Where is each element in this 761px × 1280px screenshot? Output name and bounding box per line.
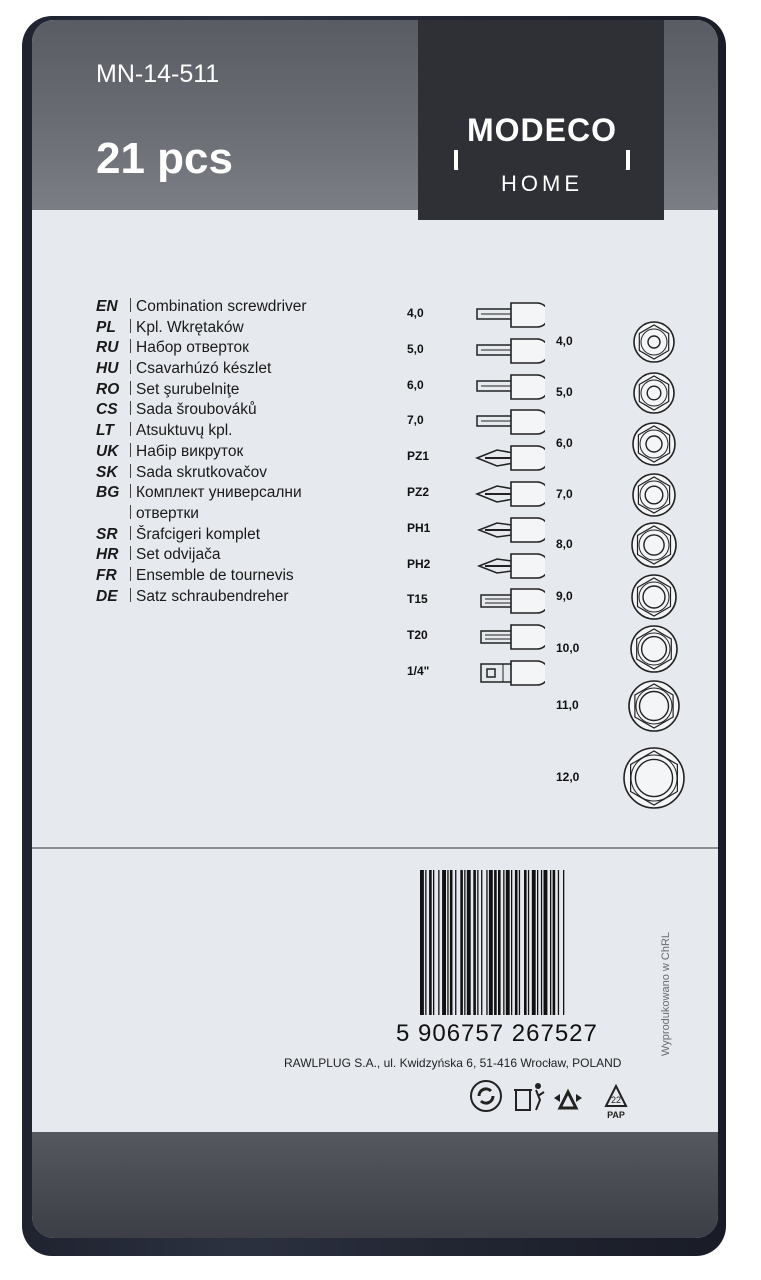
barcode-bar: [528, 870, 529, 1015]
socket-row: [554, 519, 694, 571]
language-row: [96, 381, 307, 402]
barcode: [412, 870, 642, 1020]
barcode-bar: [481, 870, 482, 1015]
barcode-bar: [450, 870, 453, 1015]
flat-bit-icon: [445, 300, 545, 330]
language-code: SK: [96, 463, 118, 481]
model-number: MN-14-511: [96, 60, 220, 88]
bit-size-label: PZ1: [407, 449, 430, 464]
separator: [130, 464, 131, 478]
bit-row: [405, 336, 565, 366]
pap-recycle-icon: [606, 1086, 626, 1120]
socket-icon: [628, 571, 680, 623]
language-code: DE: [96, 587, 118, 605]
language-row: [96, 339, 307, 360]
separator: [130, 443, 131, 457]
socket-size-label: 7,0: [556, 487, 573, 501]
barcode-bar: [473, 870, 476, 1015]
socket-size-label: 5,0: [556, 385, 573, 399]
separator: [130, 526, 131, 540]
recycling-symbols: [470, 1078, 650, 1124]
language-code: BG: [96, 484, 120, 502]
barcode-bar: [558, 870, 559, 1015]
barcode-bar: [420, 870, 424, 1015]
torx-bit-icon: [445, 622, 545, 652]
barcode-bar: [541, 870, 542, 1015]
bit-row: [405, 658, 565, 688]
socket-icon: [630, 318, 678, 366]
socket-size-label: 8,0: [556, 537, 573, 551]
bit-size-label: 1/4": [407, 664, 430, 678]
bit-size-label: T20: [407, 628, 428, 643]
barcode-bar: [503, 870, 504, 1015]
divider: [32, 847, 718, 849]
language-label: Satz schraubendreher: [136, 587, 289, 605]
bit-row: [405, 443, 565, 473]
brand-logo: [418, 20, 664, 220]
barcode-bar: [506, 870, 510, 1015]
barcode-bar: [438, 870, 439, 1015]
separator: [130, 567, 131, 581]
socket-icon: [629, 470, 679, 520]
barcode-bar: [544, 870, 548, 1015]
socket-size-label: 9,0: [556, 589, 573, 603]
language-row: [96, 546, 307, 567]
brand-subtitle: HOME: [454, 170, 630, 198]
language-label: Atsuktuvų kpl.: [136, 422, 233, 440]
socket-size-label: 10,0: [556, 641, 580, 655]
separator: [130, 422, 131, 436]
separator: [130, 546, 131, 560]
phillips-bit-icon: [445, 515, 545, 545]
torx-bit-icon: [445, 586, 545, 616]
socket-row: [554, 622, 694, 676]
language-list: [96, 298, 307, 608]
barcode-bar: [433, 870, 434, 1015]
barcode-bar: [511, 870, 512, 1015]
barcode-bar: [464, 870, 465, 1015]
language-code: SR: [96, 525, 118, 543]
barcode-bar: [553, 870, 556, 1015]
barcode-bar: [515, 870, 518, 1015]
language-code: RO: [96, 380, 120, 398]
made-in-text: Wyprodukowano w ChRL: [660, 931, 672, 1056]
language-label: Sada skrutkovačov: [136, 463, 267, 481]
bit-row: [405, 479, 565, 509]
bit-row: [405, 622, 565, 652]
barcode-bar: [447, 870, 448, 1015]
language-label: Combination screwdriver: [136, 298, 307, 315]
bit-size-label: 6,0: [407, 377, 424, 392]
bit-size-label: 5,0: [407, 341, 424, 356]
language-label: Set şurubelniţe: [136, 380, 240, 398]
separator: [130, 339, 131, 353]
language-label: Комплект универсални: [136, 484, 302, 502]
barcode-bar: [550, 870, 551, 1015]
language-row: [96, 422, 307, 443]
flat-bit-icon: [445, 372, 545, 402]
separator: [130, 401, 131, 415]
adapter-bit-icon: [445, 658, 545, 688]
manufacturer-address: RAWLPLUG S.A., ul. Kwidzyńska 6, 51-416 Wrocław, POLAND: [284, 1056, 622, 1070]
barcode-bar: [425, 870, 426, 1015]
socket-row: [554, 470, 694, 520]
language-row: [96, 567, 307, 588]
language-code: PL: [96, 318, 116, 336]
language-row: [96, 298, 307, 319]
language-row: [96, 401, 307, 422]
barcode-bar: [563, 870, 564, 1015]
language-row: [96, 464, 307, 485]
separator: [130, 360, 131, 374]
separator: [130, 381, 131, 395]
socket-size-label: 6,0: [556, 436, 573, 450]
socket-icon: [628, 519, 680, 571]
barcode-bar: [498, 870, 501, 1015]
barcode-bar: [477, 870, 478, 1015]
language-code: HR: [96, 546, 119, 564]
bin-disposal-icon: [514, 1083, 544, 1110]
socket-row: [554, 369, 694, 417]
language-label: Sada šroubováků: [136, 401, 257, 419]
socket-row: [554, 744, 694, 812]
bit-size-label: T15: [407, 592, 428, 607]
phillips-bit-icon: [445, 551, 545, 581]
socket-size-label: 12,0: [556, 770, 580, 784]
language-row: [96, 526, 307, 547]
bottom-band: [32, 1132, 718, 1238]
language-row: [96, 588, 307, 609]
recycle-code: 22: [610, 1095, 622, 1105]
language-row: [96, 360, 307, 381]
language-label: Набор отверток: [136, 339, 249, 357]
barcode-bar: [519, 870, 520, 1015]
header-band: [32, 20, 718, 210]
flat-bit-icon: [445, 336, 545, 366]
language-label: Набір викруток: [136, 442, 244, 460]
socket-icon: [625, 677, 683, 735]
recycle-arrows-icon: [554, 1092, 582, 1108]
socket-size-label: 11,0: [556, 698, 579, 712]
socket-icon: [629, 419, 679, 469]
pozidriv-bit-icon: [445, 443, 545, 473]
language-row: [96, 319, 307, 340]
language-label: отвертки: [136, 504, 199, 522]
recycle-material: PAP: [607, 1110, 625, 1120]
socket-icon: [620, 744, 688, 812]
language-code: RU: [96, 339, 119, 357]
product-card: [32, 20, 718, 1238]
barcode-bar: [486, 870, 487, 1015]
socket-icon: [630, 369, 678, 417]
language-code: HU: [96, 360, 119, 378]
language-code: UK: [96, 442, 119, 460]
language-row: [96, 484, 307, 505]
separator: [130, 588, 131, 602]
language-row: [96, 505, 307, 526]
flat-bit-icon: [445, 407, 545, 437]
brand-name: MODECO: [454, 110, 630, 150]
separator: [130, 484, 131, 498]
socket-size-label: 4,0: [556, 334, 573, 348]
language-label: Kpl. Wkrętaków: [136, 318, 244, 336]
bit-row: [405, 515, 565, 545]
socket-icon: [627, 622, 681, 676]
bit-row: [405, 300, 565, 330]
separator: [130, 298, 131, 312]
bit-size-label: PH2: [407, 556, 431, 571]
separator: [130, 505, 131, 519]
bit-list: [405, 300, 565, 720]
language-label: Set odvijača: [136, 546, 221, 564]
language-label: Csavarhúzó készlet: [136, 360, 272, 378]
socket-list: [554, 298, 694, 818]
socket-row: [554, 419, 694, 469]
socket-row: [554, 677, 694, 735]
bit-size-label: 4,0: [407, 306, 424, 320]
language-row: [96, 443, 307, 464]
language-label: Ensemble de tournevis: [136, 566, 294, 584]
pozidriv-bit-icon: [445, 479, 545, 509]
barcode-bar: [524, 870, 527, 1015]
piece-count: 21 pcs: [96, 134, 233, 183]
bit-size-label: 7,0: [407, 413, 424, 428]
barcode-bar: [489, 870, 493, 1015]
barcode-bar: [460, 870, 463, 1015]
barcode-bar: [429, 870, 432, 1015]
bit-row: [405, 407, 565, 437]
separator: [130, 319, 131, 333]
green-dot-icon: [471, 1081, 501, 1111]
bit-row: [405, 372, 565, 402]
language-code: EN: [96, 298, 118, 315]
bit-size-label: PZ2: [407, 485, 430, 499]
barcode-bar: [532, 870, 536, 1015]
socket-row: [554, 318, 694, 366]
language-code: LT: [96, 422, 114, 440]
language-code: FR: [96, 566, 117, 584]
barcode-bar: [494, 870, 497, 1015]
socket-row: [554, 571, 694, 623]
barcode-bar: [442, 870, 446, 1015]
barcode-bar: [537, 870, 538, 1015]
bit-row: [405, 586, 565, 616]
language-label: Šrafcigeri komplet: [136, 525, 261, 543]
barcode-number: 5 906757 267527: [396, 1020, 598, 1047]
barcode-bar: [467, 870, 471, 1015]
bit-row: [405, 551, 565, 581]
bit-size-label: PH1: [407, 520, 431, 535]
language-code: CS: [96, 401, 118, 419]
barcode-bar: [455, 870, 456, 1015]
